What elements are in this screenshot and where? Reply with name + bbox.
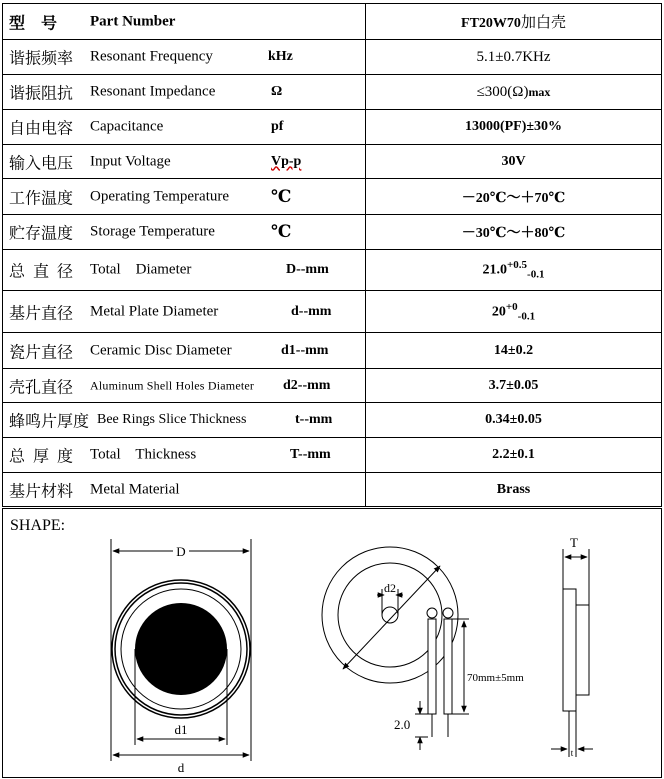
value-text: 14±0.2 (493, 342, 534, 358)
row-en: Total Thickness (90, 446, 197, 463)
header-label-cell (3, 4, 366, 40)
row-cn: 蜂鸣片厚度 (9, 413, 90, 431)
row-en: Resonant Frequency (90, 48, 213, 65)
label-D: D (176, 544, 186, 559)
row-unit: T--mm (290, 447, 331, 462)
value-upper-tol: +0.5 (507, 259, 528, 272)
row-cn: 总 厚 度 (9, 448, 74, 466)
row-cn: 壳孔直径 (9, 379, 74, 396)
row-label-cell (3, 403, 366, 438)
row-cn: 基片材料 (9, 483, 74, 500)
label-d1: d1 (174, 722, 188, 737)
side-plate (576, 605, 589, 695)
row-value (366, 215, 662, 250)
value-text: Brass (496, 481, 531, 497)
label-lead-end: 2.0 (394, 717, 411, 732)
row-value (366, 145, 662, 179)
row-value (366, 40, 662, 75)
row-label-cell (3, 438, 366, 473)
row-unit: kHz (268, 49, 293, 64)
row-cn: 输入电压 (9, 155, 74, 172)
shape-section (2, 508, 662, 778)
row-label-cell (3, 291, 366, 333)
value-base: 20 (491, 304, 506, 320)
row-cn: 基片直径 (9, 305, 74, 322)
label-t: t (570, 748, 574, 758)
row-en: Operating Temperature (90, 188, 230, 204)
spec-table (2, 3, 662, 507)
value-base: 21.0 (482, 262, 508, 278)
value-text: －20℃～＋70℃ (461, 190, 566, 206)
row-unit: ℃ (271, 222, 292, 241)
row-cn: 瓷片直径 (9, 344, 74, 361)
rear-outer-circle (322, 547, 458, 683)
value-lower-tol: -0.1 (527, 268, 545, 281)
row-value (366, 333, 662, 369)
side-view (551, 535, 593, 758)
row-label-cell (3, 369, 366, 403)
row-value (366, 403, 662, 438)
row-label-cell (3, 75, 366, 110)
row-label-cell (3, 40, 366, 75)
row-en: Storage Temperature (90, 223, 215, 240)
row-en: Metal Material (90, 481, 180, 497)
row-unit: ℃ (271, 186, 292, 206)
header-en: Part Number (90, 13, 176, 29)
row-en: Ceramic Disc Diameter (90, 342, 232, 358)
header-model-cell (366, 4, 662, 40)
row-en: Metal Plate Diameter (90, 303, 219, 319)
value-suffix: max (528, 84, 551, 99)
value-text: －30℃～＋80℃ (461, 226, 566, 241)
row-label-cell (3, 110, 366, 145)
value-text: 3.7±0.05 (488, 377, 539, 393)
row-label-cell (3, 473, 366, 507)
row-unit: d--mm (291, 303, 332, 319)
ceramic-disc (135, 603, 227, 695)
row-en: Input Voltage (90, 153, 171, 169)
label-d: d (177, 760, 185, 775)
model-suffix: 加白壳 (520, 15, 566, 31)
row-label-cell (3, 215, 366, 250)
row-unit: d2--mm (283, 377, 331, 393)
row-label-cell (3, 333, 366, 369)
terminal-1 (427, 608, 437, 618)
header-cn: 型 号 (9, 15, 58, 32)
row-value (366, 369, 662, 403)
row-cn: 总 直 径 (9, 263, 74, 281)
value-text: 13000(PF)±30% (464, 119, 563, 134)
front-view (111, 539, 251, 775)
row-unit: pf (271, 119, 284, 134)
value-text: ≤300(Ω) (476, 83, 529, 100)
model-number: FT20W70 (461, 16, 521, 31)
rear-inner-circle (338, 563, 442, 667)
row-value (366, 75, 662, 110)
row-value (366, 438, 662, 473)
row-value (366, 179, 662, 215)
row-en: Total Diameter (90, 261, 192, 278)
hole-circle (382, 607, 398, 623)
row-label-cell (3, 145, 366, 179)
row-label-cell (3, 179, 366, 215)
terminal-2 (443, 608, 453, 618)
row-label-cell (3, 250, 366, 291)
row-en: Resonant Impedance (90, 83, 216, 100)
value-upper-tol: +0 (505, 300, 518, 313)
row-cn: 工作温度 (9, 190, 74, 207)
row-unit: d1--mm (281, 342, 329, 358)
row-en: Bee Rings Slice Thickness (97, 412, 247, 427)
row-value (366, 250, 662, 291)
shape-title: SHAPE: (10, 517, 66, 534)
value-lower-tol: -0.1 (517, 310, 536, 323)
row-en: Capacitance (90, 118, 164, 135)
shape-drawing (3, 509, 661, 777)
row-value (366, 473, 662, 507)
row-unit: Ω (271, 84, 283, 99)
lead-wire-1 (428, 619, 436, 714)
lead-wire-2 (444, 619, 452, 714)
row-unit: D--mm (286, 262, 329, 277)
row-unit: Vp-p (271, 153, 302, 169)
side-shell (563, 589, 576, 711)
row-en: Aluminum Shell Holes Diameter (90, 378, 255, 392)
value-text: 30V (501, 153, 526, 169)
row-cn: 自由电容 (9, 120, 74, 138)
rear-view (322, 547, 524, 750)
value-text: 2.2±0.1 (492, 447, 535, 462)
row-cn: 贮存温度 (9, 225, 74, 243)
value-text: 5.1±0.7KHz (476, 48, 551, 65)
row-cn: 谐振频率 (9, 50, 74, 68)
row-value (366, 291, 662, 333)
value-text: 0.34±0.05 (485, 412, 542, 427)
label-d2: d2 (384, 581, 396, 595)
row-value (366, 110, 662, 145)
label-lead-length: 70mm±5mm (467, 672, 524, 684)
row-unit: t--mm (295, 412, 333, 427)
row-cn: 谐振阻抗 (9, 85, 74, 103)
label-T: T (570, 535, 578, 550)
